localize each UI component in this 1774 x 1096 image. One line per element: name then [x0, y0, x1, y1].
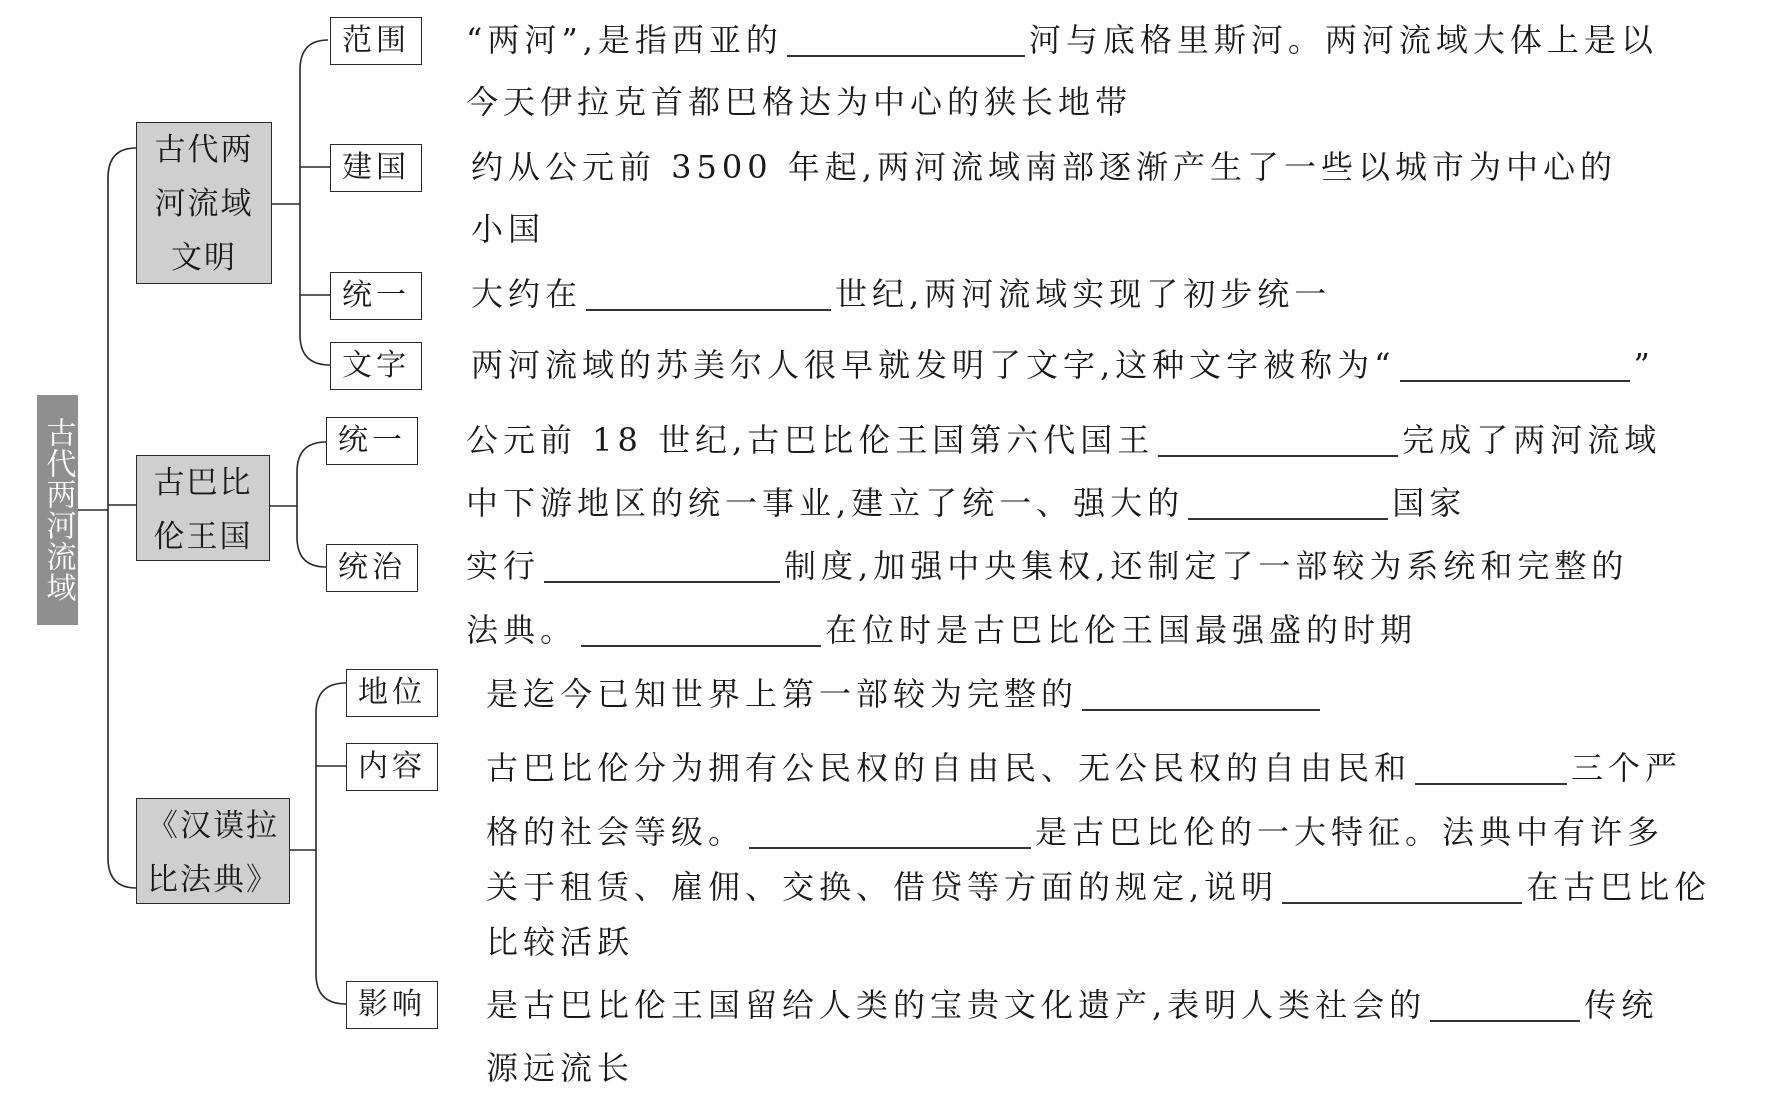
label-unification: 统一 — [330, 272, 422, 320]
scope-text-line-1: “两河”,是指西亚的 河与底格里斯河。两河流域大体上是以 — [466, 21, 1658, 59]
blank-system[interactable] — [544, 547, 780, 583]
label-writing: 文字 — [330, 342, 422, 390]
unification2-text-line-2: 中下游地区的统一事业,建立了统一、强大的 国家 — [466, 484, 1467, 522]
rule-text-line-1: 实行 制度,加强中央集权,还制定了一部较为系统和完整的 — [466, 547, 1629, 585]
label-rule: 统治 — [326, 544, 418, 592]
content-text-line-2: 格的社会等级。 是古巴比伦的一大特征。法典中有许多 — [486, 813, 1665, 851]
blank-script-name[interactable] — [1400, 346, 1630, 382]
founding-text-line-1: 约从公元前 3500 年起,两河流域南部逐渐产生了一些以城市为中心的 — [471, 148, 1617, 186]
status-text: 是迄今已知世界上第一部较为完整的 — [486, 674, 1324, 714]
influence-text-line-2: 源远流长 — [486, 1049, 635, 1087]
blank-social-class[interactable] — [1415, 749, 1567, 785]
label-founding: 建国 — [330, 144, 422, 192]
content-text-line-3: 关于租赁、雇佣、交换、借贷等方面的规定,说明 在古巴比伦 — [486, 868, 1712, 906]
blank-ruler[interactable] — [581, 611, 821, 647]
blank-tradition[interactable] — [1430, 986, 1580, 1022]
label-content: 内容 — [346, 743, 438, 791]
label-unification-2: 统一 — [326, 417, 418, 465]
blank-state-type[interactable] — [1188, 484, 1388, 520]
label-influence: 影响 — [346, 981, 438, 1029]
category-code-of-hammurabi: 《汉谟拉 比法典》 — [136, 798, 290, 904]
category-mesopotamia-civilization: 古代两 河流域 文明 — [136, 122, 272, 284]
unification-text: 大约在 世纪,两河流域实现了初步统一 — [471, 275, 1332, 313]
blank-code-type[interactable] — [1082, 675, 1320, 711]
label-status: 地位 — [346, 669, 438, 717]
blank-king-name[interactable] — [1158, 421, 1398, 457]
scope-text-line-2: 今天伊拉克首都巴格达为中心的狭长地带 — [466, 83, 1133, 121]
writing-text: 两河流域的苏美尔人很早就发明了文字,这种文字被称为“ ” — [471, 346, 1655, 384]
label-scope: 范围 — [330, 17, 422, 65]
content-text-line-1: 古巴比伦分为拥有公民权的自由民、无公民权的自由民和 三个严 — [486, 749, 1683, 787]
rule-text-line-2: 法典。 在位时是古巴比伦王国最强盛的时期 — [466, 611, 1418, 649]
founding-text-line-2: 小国 — [471, 210, 546, 248]
blank-river-name[interactable] — [787, 21, 1025, 57]
content-text-line-4: 比较活跃 — [486, 923, 635, 961]
category-old-babylonian-kingdom: 古巴比 伦王国 — [136, 455, 270, 561]
blank-century[interactable] — [586, 275, 831, 311]
blank-feature[interactable] — [749, 813, 1031, 849]
blank-activity[interactable] — [1282, 868, 1522, 904]
root-topic: 古代两河流域 — [37, 395, 78, 625]
unification2-text-line-1: 公元前 18 世纪,古巴比伦王国第六代国王 完成了两河流域 — [466, 421, 1662, 459]
influence-text-line-1: 是古巴比伦王国留给人类的宝贵文化遗产,表明人类社会的 传统 — [486, 986, 1659, 1024]
